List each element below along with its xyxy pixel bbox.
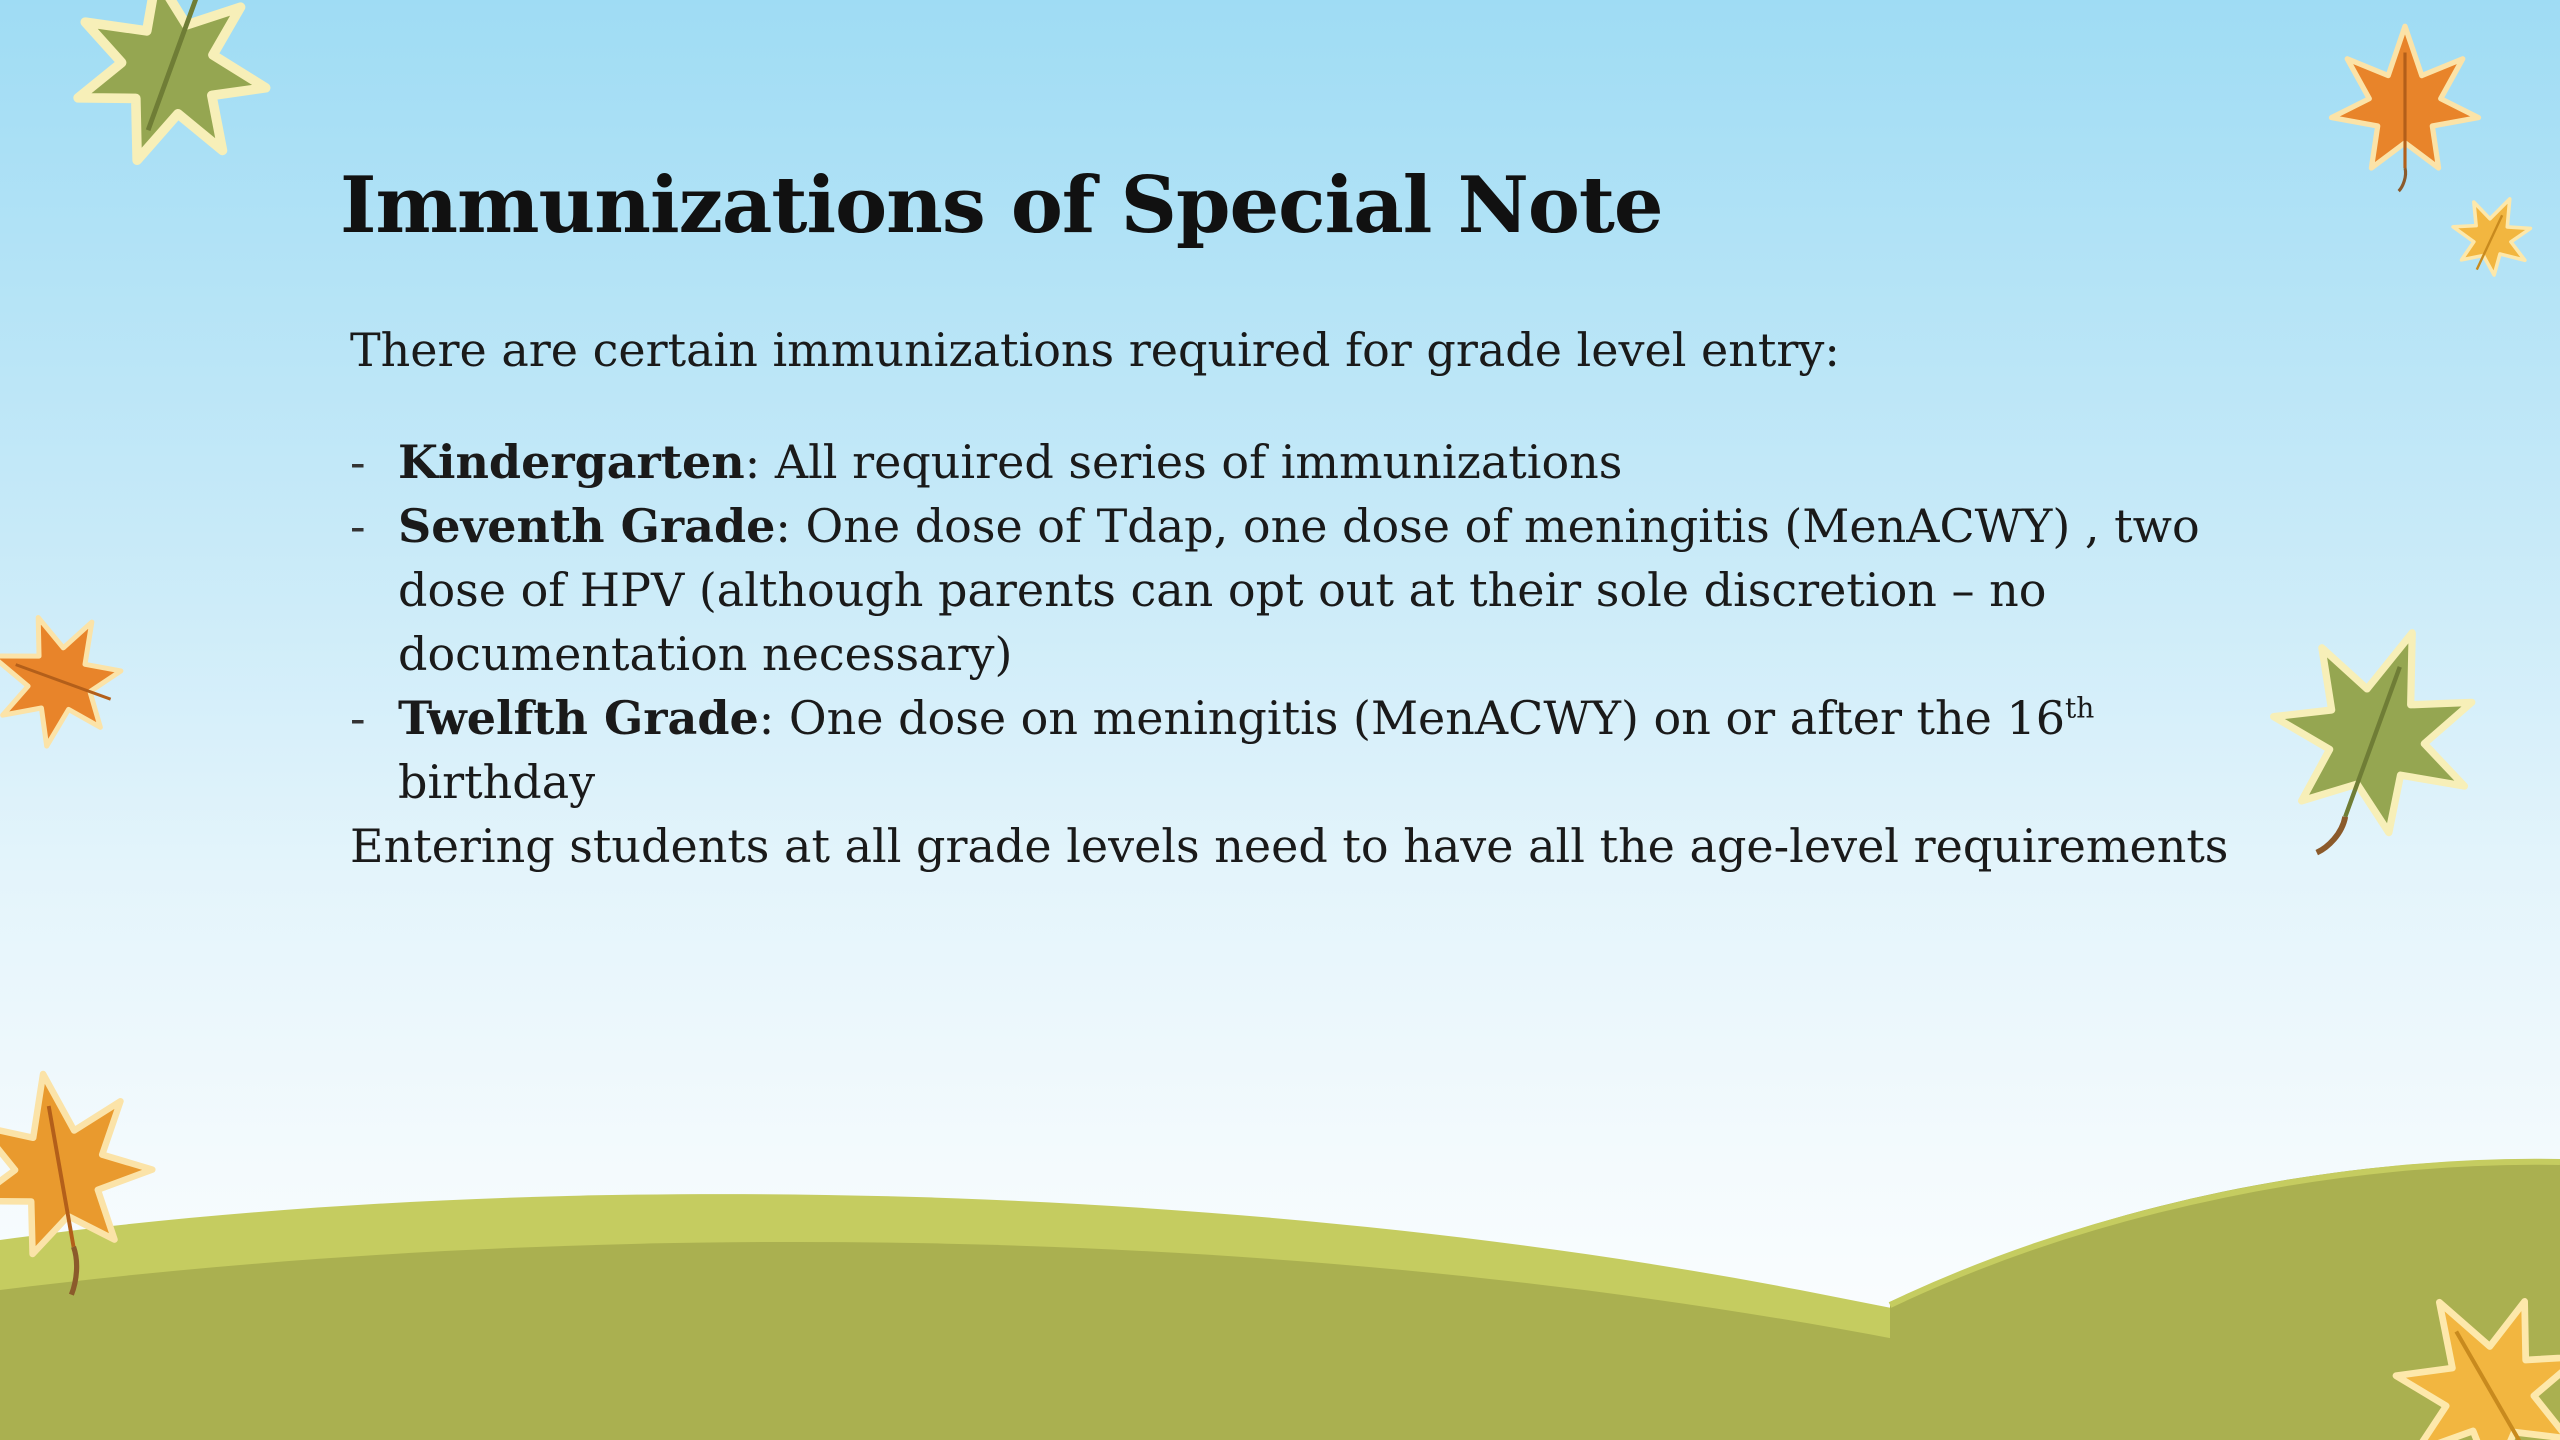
list-item-kindergarten [350, 430, 2250, 494]
bullet-marker: - [350, 691, 366, 745]
leaf-icon [2235, 598, 2508, 892]
closing-text: Entering students at all grade levels need to have all the age-level requirements [350, 819, 2229, 873]
slide-body [350, 318, 2250, 878]
bullet-label: Kindergarten [398, 435, 745, 489]
ordinal-suffix: th [2065, 691, 2095, 725]
bullet-label: Twelfth Grade [398, 691, 759, 745]
leaf-icon [47, 0, 313, 193]
hills [0, 1160, 2560, 1440]
leaf-icon [2441, 182, 2546, 286]
bullet-marker: - [350, 499, 366, 553]
bullet-marker: - [350, 435, 366, 489]
bullet-text: : One dose on meningitis (MenACWY) on or after the 16 [758, 691, 2066, 745]
bullet-text: : All required series of immunizations [744, 435, 1623, 489]
slide-title: Immunizations of Special Note [340, 160, 1663, 251]
list-item-twelfth-grade [350, 686, 2250, 814]
leaf-icon [0, 594, 133, 761]
bullet-text: : One dose of Tdap, one dose of meningitis (MenACWY) , two dose of HPV (although parents can opt out at their sole discretion – no documentation necessary) [398, 499, 2200, 681]
bullet-label: Seventh Grade [398, 499, 776, 553]
leaf-icon [2332, 26, 2479, 191]
bullet-text-continued: birthday [398, 755, 596, 809]
list-item-seventh-grade [350, 494, 2250, 686]
intro-text: There are certain immunizations required for grade level entry: [350, 323, 1840, 377]
